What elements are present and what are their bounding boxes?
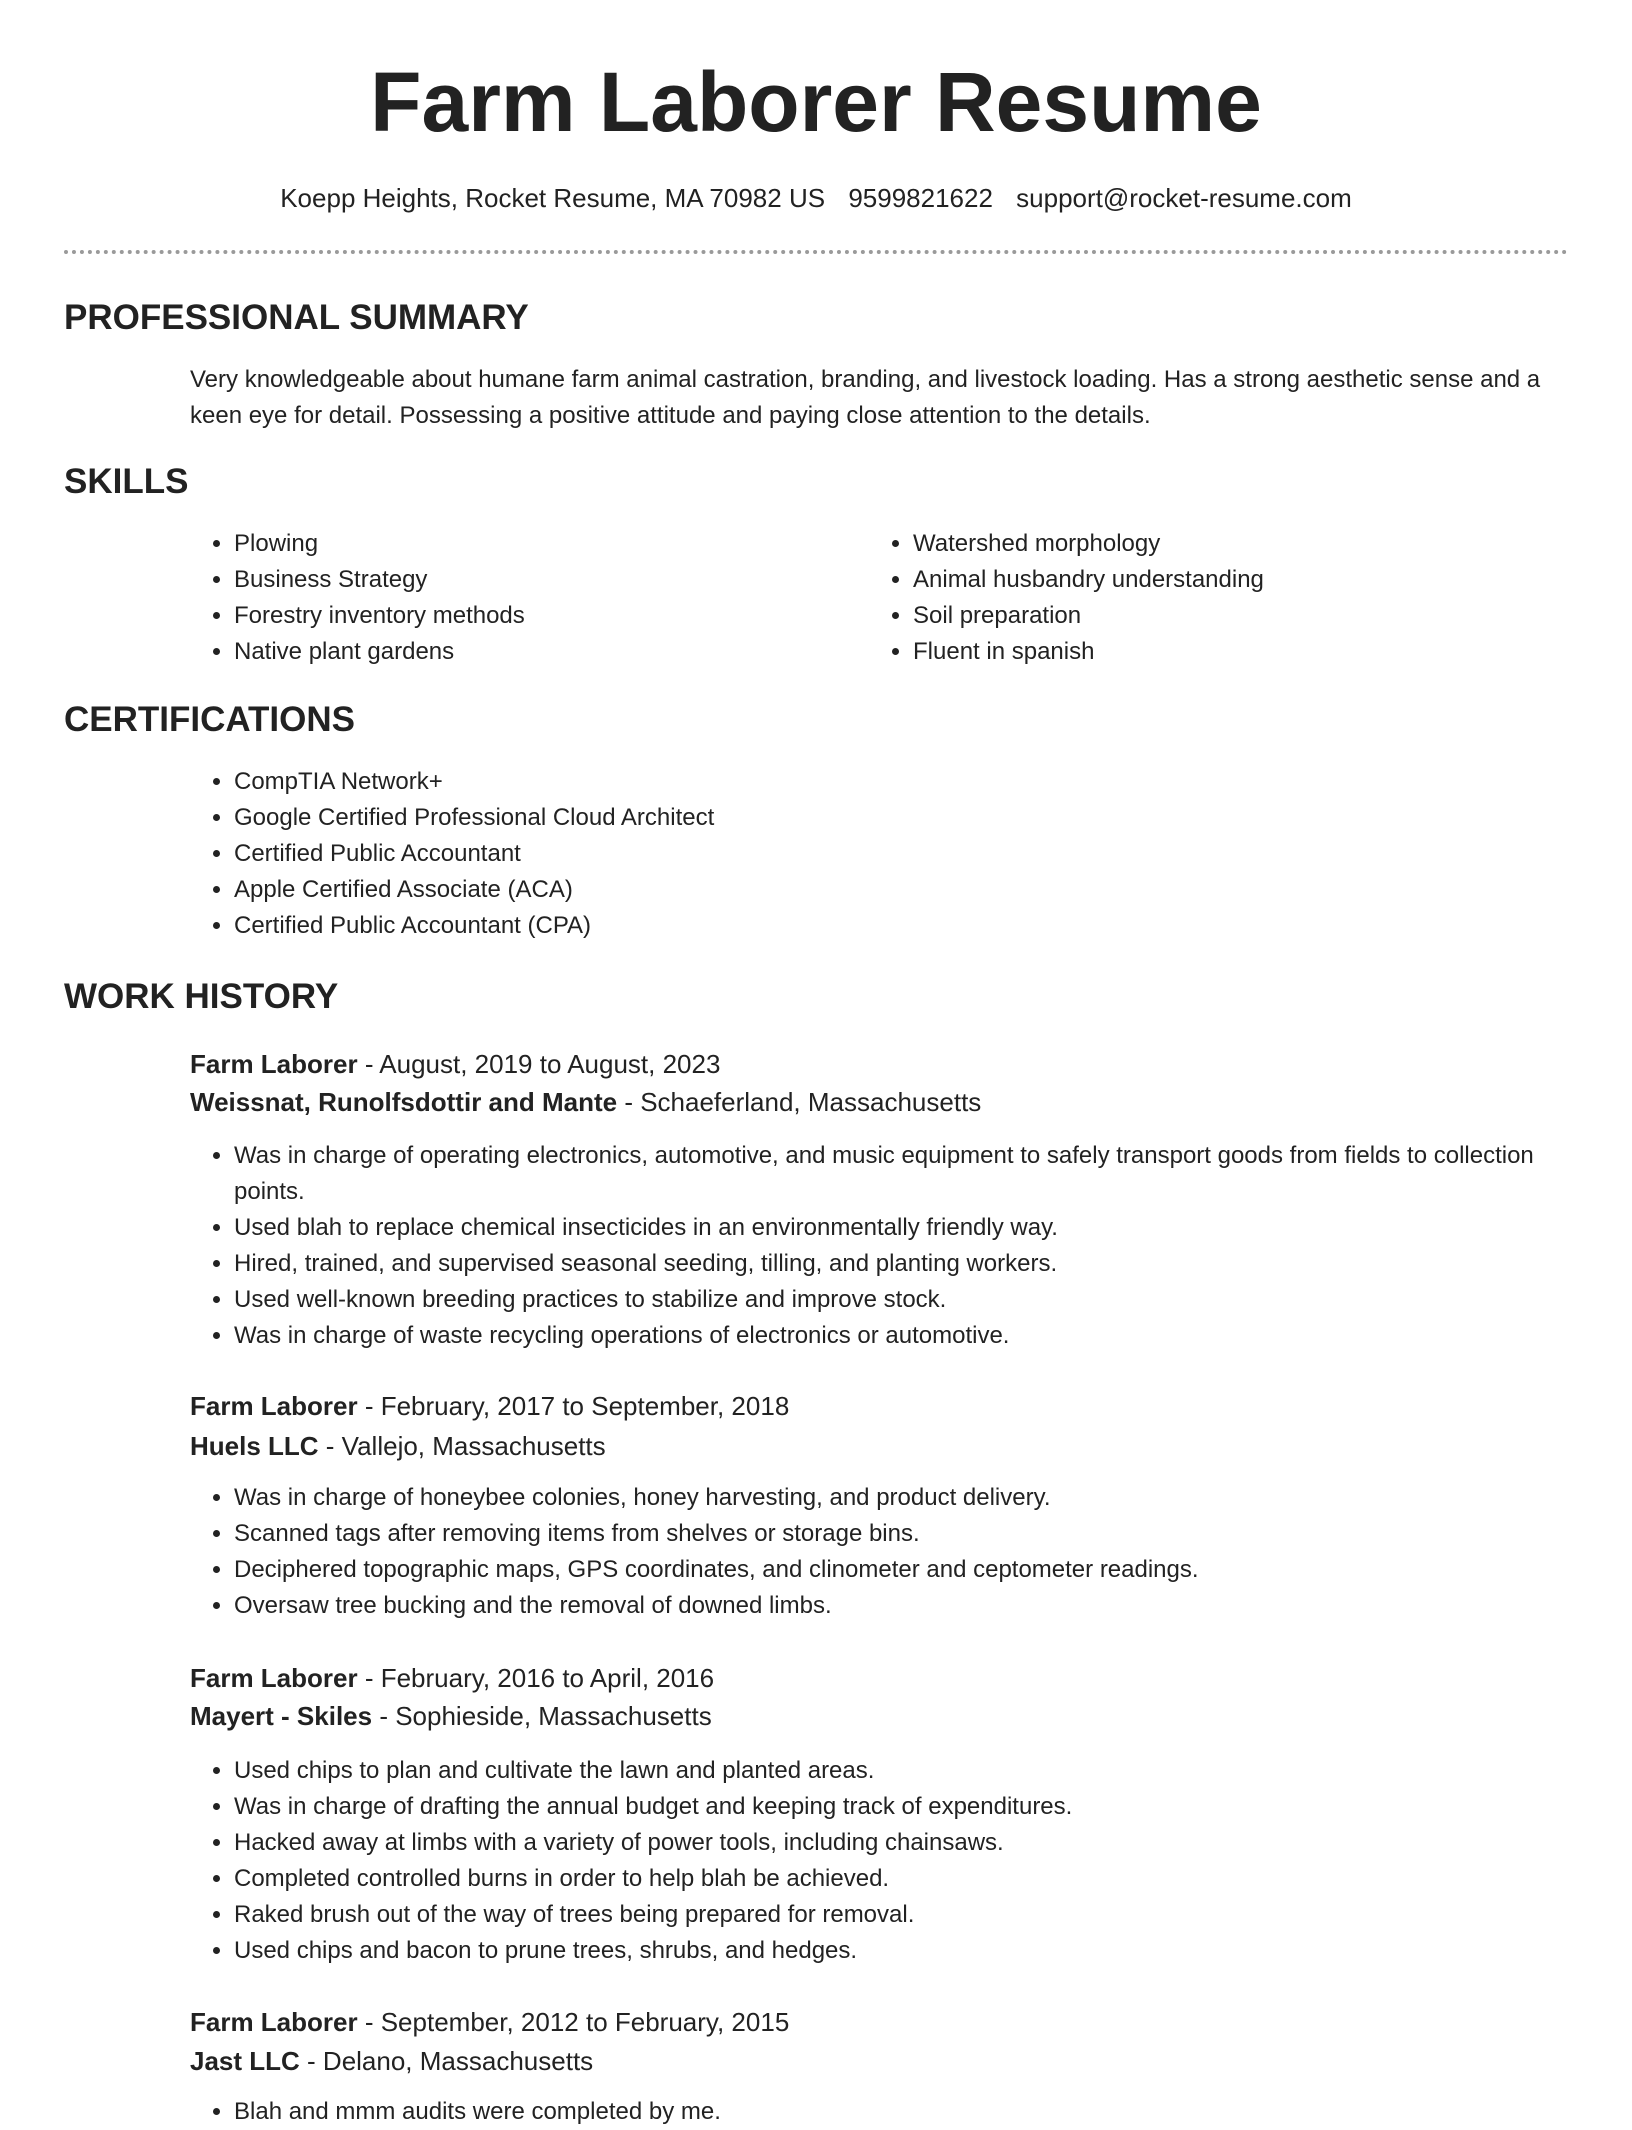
contact-email: support@rocket-resume.com	[1016, 183, 1352, 213]
job-dates: - September, 2012 to February, 2015	[357, 2007, 790, 2037]
job-location: - Schaeferland, Massachusetts	[617, 1087, 982, 1117]
job-title: Farm Laborer	[190, 1663, 358, 1693]
skill-item: • Business Strategy	[234, 562, 834, 598]
job-bullet: • Completed controlled burns in order to help blah be achieved.	[234, 1861, 1574, 1897]
job-bullet: • Oversaw tree bucking and the removal of downed limbs.	[234, 1588, 1574, 1624]
certification-item: • Google Certified Professional Cloud Architect	[234, 800, 1534, 836]
certification-item: • Certified Public Accountant	[234, 836, 1534, 872]
job-location: - Sophieside, Massachusetts	[372, 1701, 712, 1731]
job-title-line	[190, 1045, 720, 1083]
skill-item: • Soil preparation	[913, 598, 1563, 634]
job-title-line	[190, 2003, 789, 2041]
job-bullet: • Raked brush out of the way of trees being prepared for removal.	[234, 1897, 1574, 1933]
job-bullet: • Was in charge of waste recycling operations of electronics or automotive.	[234, 1318, 1574, 1354]
skill-item: • Native plant gardens	[234, 634, 834, 670]
job-title-line	[190, 1387, 789, 1425]
skill-item: • Forestry inventory methods	[234, 598, 834, 634]
job-bullet: • Used well-known breeding practices to stabilize and improve stock.	[234, 1282, 1574, 1318]
job-bullet: • Used chips and bacon to prune trees, shrubs, and hedges.	[234, 1933, 1574, 1969]
job-title: Farm Laborer	[190, 2007, 358, 2037]
summary-heading: PROFESSIONAL SUMMARY	[64, 298, 529, 337]
certifications-heading: CERTIFICATIONS	[64, 700, 356, 739]
skill-item: • Watershed morphology	[913, 526, 1563, 562]
skills-heading: SKILLS	[64, 462, 189, 501]
job-bullet: • Was in charge of honeybee colonies, honey harvesting, and product delivery.	[234, 1480, 1574, 1516]
contact-phone: 9599821622	[848, 183, 993, 213]
certification-item: • CompTIA Network+	[234, 764, 1534, 800]
job-company-line	[190, 1697, 712, 1735]
skill-item: • Fluent in spanish	[913, 634, 1563, 670]
job-dates: - August, 2019 to August, 2023	[357, 1049, 721, 1079]
job-bullets	[190, 1753, 1574, 1969]
contact-line	[0, 178, 1632, 218]
job-bullets	[190, 1480, 1574, 1624]
skills-list-right	[869, 526, 1563, 670]
resume-title: Farm Laborer Resume	[370, 55, 1262, 149]
job-company-line	[190, 1083, 981, 1121]
job-dates: - February, 2017 to September, 2018	[357, 1391, 790, 1421]
job-bullets	[190, 2094, 1574, 2130]
job-company-line	[190, 1427, 606, 1465]
job-company: Weissnat, Runolfsdottir and Mante	[190, 1087, 618, 1117]
skill-item: • Plowing	[234, 526, 834, 562]
skill-item: • Animal husbandry understanding	[913, 562, 1563, 598]
job-bullet: • Was in charge of operating electronics, automotive, and music equipment to safely transport goods from fields to collection points.	[234, 1138, 1574, 1210]
job-title-line	[190, 1659, 714, 1697]
job-bullet: • Used chips to plan and cultivate the lawn and planted areas.	[234, 1753, 1574, 1789]
certifications-list	[190, 764, 1534, 944]
job-location: - Delano, Massachusetts	[299, 2046, 594, 2076]
contact-address: Koepp Heights, Rocket Resume, MA 70982 US	[280, 183, 826, 213]
job-company: Mayert - Skiles	[190, 1701, 373, 1731]
job-bullet: • Blah and mmm audits were completed by me.	[234, 2094, 1574, 2130]
job-location: - Vallejo, Massachusetts	[318, 1431, 606, 1461]
job-bullet: • Was in charge of drafting the annual budget and keeping track of expenditures.	[234, 1789, 1574, 1825]
job-company: Jast LLC	[190, 2046, 300, 2076]
work-history-heading: WORK HISTORY	[64, 977, 339, 1016]
job-bullets	[190, 1138, 1574, 1354]
job-bullet: • Deciphered topographic maps, GPS coordinates, and clinometer and ceptometer readings.	[234, 1552, 1574, 1588]
summary-text: Very knowledgeable about humane farm animal castration, branding, and livestock loading. Has a strong aesthetic sense and a keen eye for detail. Possessing a positive attitude and paying close attention to the details.	[190, 366, 1541, 429]
certification-item: • Apple Certified Associate (ACA)	[234, 872, 1534, 908]
certification-item: • Certified Public Accountant (CPA)	[234, 908, 1534, 944]
skills-list-left	[190, 526, 834, 670]
job-title: Farm Laborer	[190, 1391, 358, 1421]
job-company: Huels LLC	[190, 1431, 319, 1461]
job-company-line	[190, 2042, 593, 2080]
job-title: Farm Laborer	[190, 1049, 358, 1079]
job-bullet: • Used blah to replace chemical insecticides in an environmentally friendly way.	[234, 1210, 1574, 1246]
job-bullet: • Hired, trained, and supervised seasonal seeding, tilling, and planting workers.	[234, 1246, 1574, 1282]
job-bullet: • Hacked away at limbs with a variety of power tools, including chainsaws.	[234, 1825, 1574, 1861]
job-dates: - February, 2016 to April, 2016	[357, 1663, 715, 1693]
job-bullet: • Scanned tags after removing items from shelves or storage bins.	[234, 1516, 1574, 1552]
header-divider	[64, 250, 1568, 254]
